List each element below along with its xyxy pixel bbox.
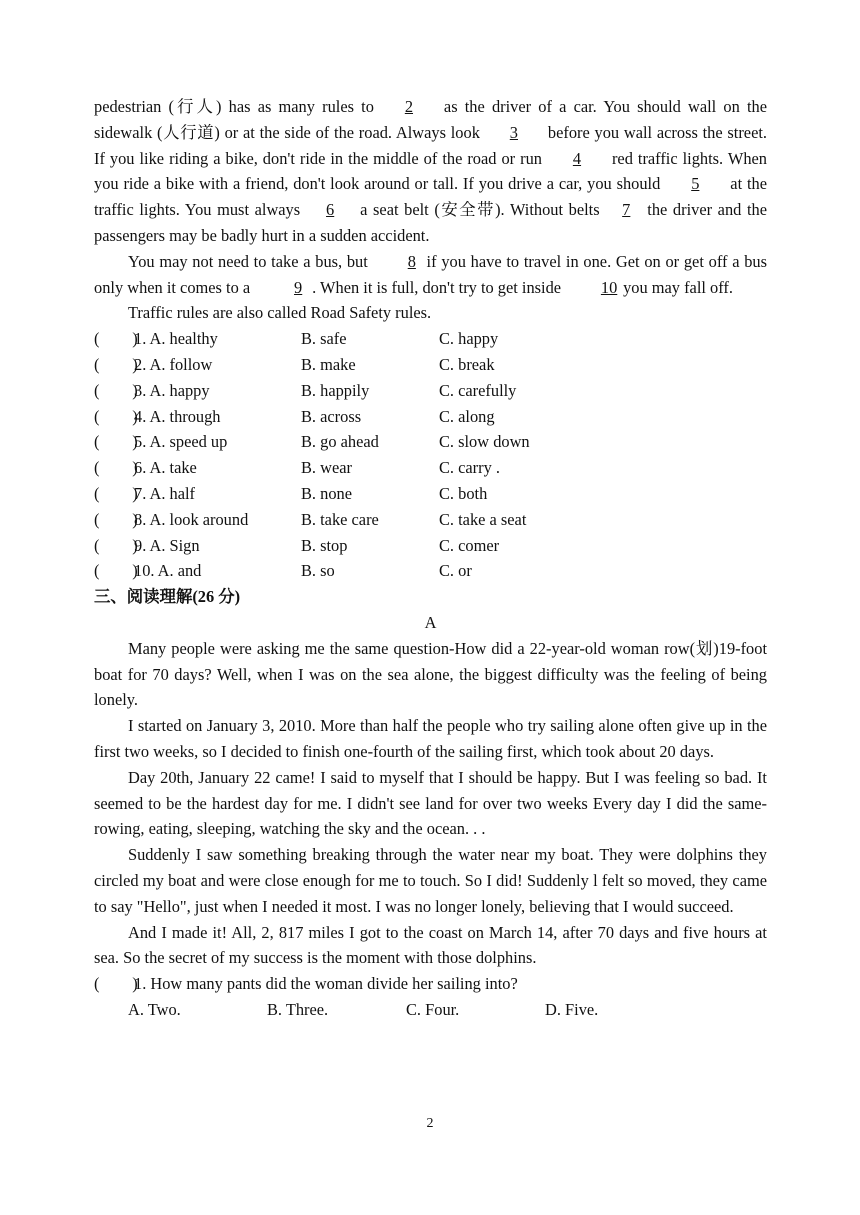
answer-choices xyxy=(94,997,767,1023)
passage-paragraph-2 xyxy=(94,249,767,301)
option-row xyxy=(94,507,767,533)
option-c: C. take a seat xyxy=(439,509,527,529)
passage-text: before you wall across the street. If you like riding a bike, don't ride in the middle of the road or run xyxy=(94,122,767,168)
blank-10: 10 xyxy=(600,277,618,297)
option-a: 9. A. Sign xyxy=(134,535,200,555)
answer-paren[interactable]: ( ) xyxy=(94,329,138,349)
question-row xyxy=(94,971,767,997)
option-b: B. stop xyxy=(301,535,348,555)
blank-8: 8 xyxy=(407,251,416,271)
choice-a: A. Two. xyxy=(128,999,181,1019)
page-number: 2 xyxy=(426,1116,434,1131)
answer-paren[interactable]: ( ) xyxy=(94,354,138,374)
blank-3: 3 xyxy=(509,122,518,142)
option-a: 1. A. healthy xyxy=(134,329,218,349)
choice-b: B. Three. xyxy=(267,999,329,1019)
option-c: C. carry . xyxy=(439,458,500,478)
question-text: 1. How many pants did the woman divide her sailing into? xyxy=(134,974,518,994)
answer-paren[interactable]: ( ) xyxy=(94,483,138,503)
option-c: C. or xyxy=(439,561,472,581)
option-b: B. take care xyxy=(301,509,379,529)
option-row xyxy=(94,326,767,352)
option-a: 10. A. and xyxy=(134,561,202,581)
reading-paragraph-2: I started on January 3, 2010. More than half the people who try sailing alone often give up in the first two weeks, so I decided to finish one-fourth of the sailing first, which took about 20 days. xyxy=(94,716,767,761)
passage-text: the driver and the passengers may be badly hurt in a sudden accident. xyxy=(94,200,767,245)
options-list xyxy=(94,326,767,584)
option-a: 3. A. happy xyxy=(134,380,210,400)
option-a: 7. A. half xyxy=(134,483,196,503)
answer-paren[interactable]: ( ) xyxy=(94,561,138,581)
section-heading: 三、阅读理解(26 分) xyxy=(94,587,241,607)
passage-text: as the driver of a car. You should wall on the sidewalk (人行道) or at the side of the road. Always look xyxy=(94,97,767,142)
page-content xyxy=(94,94,767,1023)
option-row xyxy=(94,378,767,404)
reading-paragraph-4: Suddenly I saw something breaking through the water near my boat. They were dolphins they circled my boat and were close enough for me to touch. So I did! Suddenly l felt so moved, they came to say "Hello", just when I needed it most. I was no longer lonely, believing that I would succeed. xyxy=(94,845,767,916)
answer-paren[interactable]: ( ) xyxy=(94,406,138,426)
option-row xyxy=(94,352,767,378)
option-c: C. slow down xyxy=(439,432,530,452)
option-c: C. both xyxy=(439,483,488,503)
option-row xyxy=(94,533,767,559)
option-c: C. along xyxy=(439,406,495,426)
option-a: 5. A. speed up xyxy=(134,432,228,452)
answer-paren[interactable]: ( ) xyxy=(94,380,138,400)
option-c: C. happy xyxy=(439,329,499,349)
option-b: B. happily xyxy=(301,380,370,400)
option-b: B. go ahead xyxy=(301,432,379,452)
option-c: C. comer xyxy=(439,535,500,555)
option-b: B. across xyxy=(301,406,362,426)
passage-text: red traffic lights. When you ride a bike with a friend, don't look around or tall. If you drive a car, you should xyxy=(94,148,767,194)
passage-paragraph-3: Traffic rules are also called Road Safety rules. xyxy=(128,303,432,323)
blank-7: 7 xyxy=(622,200,631,220)
option-row xyxy=(94,481,767,507)
option-row xyxy=(94,429,767,455)
reading-paragraph-1: Many people were asking me the same question-How did a 22-year-old woman row(划)19-foot boat for 70 days? Well, when I was on the sea alone, the biggest difficulty was the feeling of being lonely. xyxy=(94,638,767,710)
passage-text: a seat belt (安全带). Without belts xyxy=(360,200,600,220)
option-b: B. wear xyxy=(301,458,352,478)
passage-text: if you have to travel in one. Get on or get off a bus only when it comes to a xyxy=(94,251,767,297)
passage-text: you may fall off. xyxy=(623,277,733,297)
passage-text: at the traffic lights. You must always xyxy=(94,174,768,220)
passage-text: pedestrian (行人) has as many rules to xyxy=(94,97,374,116)
option-row xyxy=(94,404,767,430)
blank-6: 6 xyxy=(326,200,335,220)
option-row xyxy=(94,558,767,584)
answer-paren[interactable]: ( ) xyxy=(94,509,138,529)
option-c: C. carefully xyxy=(439,380,517,400)
passage-label: A xyxy=(424,612,437,632)
option-row xyxy=(94,455,767,481)
passage-text: You may not need to take a bus, but xyxy=(128,251,368,271)
answer-paren[interactable]: ( ) xyxy=(94,535,138,555)
blank-4: 4 xyxy=(572,148,582,168)
blank-5: 5 xyxy=(691,174,700,194)
option-c: C. break xyxy=(439,354,495,374)
option-b: B. so xyxy=(301,561,335,581)
answer-paren[interactable]: ( ) xyxy=(94,458,138,478)
reading-paragraph-3: Day 20th, January 22 came! I said to myself that I should be happy. But I was feeling so bad. It seemed to be the hardest day for me. I didn't see land for over two weeks Every day I did the same-rowing, eating, sleeping, watching the sky and the ocean. . . xyxy=(94,767,767,839)
option-a: 2. A. follow xyxy=(134,354,213,374)
choice-c: C. Four. xyxy=(406,999,460,1019)
blank-9: 9 xyxy=(294,277,303,297)
passage-text: . When it is full, don't try to get inside xyxy=(312,277,562,297)
answer-paren[interactable]: ( ) xyxy=(94,432,138,452)
answer-paren[interactable]: ( ) xyxy=(94,974,138,994)
option-a: 6. A. take xyxy=(134,458,197,478)
option-b: B. make xyxy=(301,354,356,374)
option-a: 8. A. look around xyxy=(134,509,249,529)
option-b: B. none xyxy=(301,483,352,503)
reading-paragraph-5: And I made it! All, 2, 817 miles I got to the coast on March 14, after 70 days and five hours at sea. So the secret of my success is the moment with those dolphins. xyxy=(94,922,767,968)
option-a: 4. A. through xyxy=(134,406,221,426)
choice-d: D. Five. xyxy=(545,999,599,1019)
option-b: B. safe xyxy=(301,329,347,349)
blank-2: 2 xyxy=(404,97,414,116)
passage-paragraph-1 xyxy=(94,94,767,249)
